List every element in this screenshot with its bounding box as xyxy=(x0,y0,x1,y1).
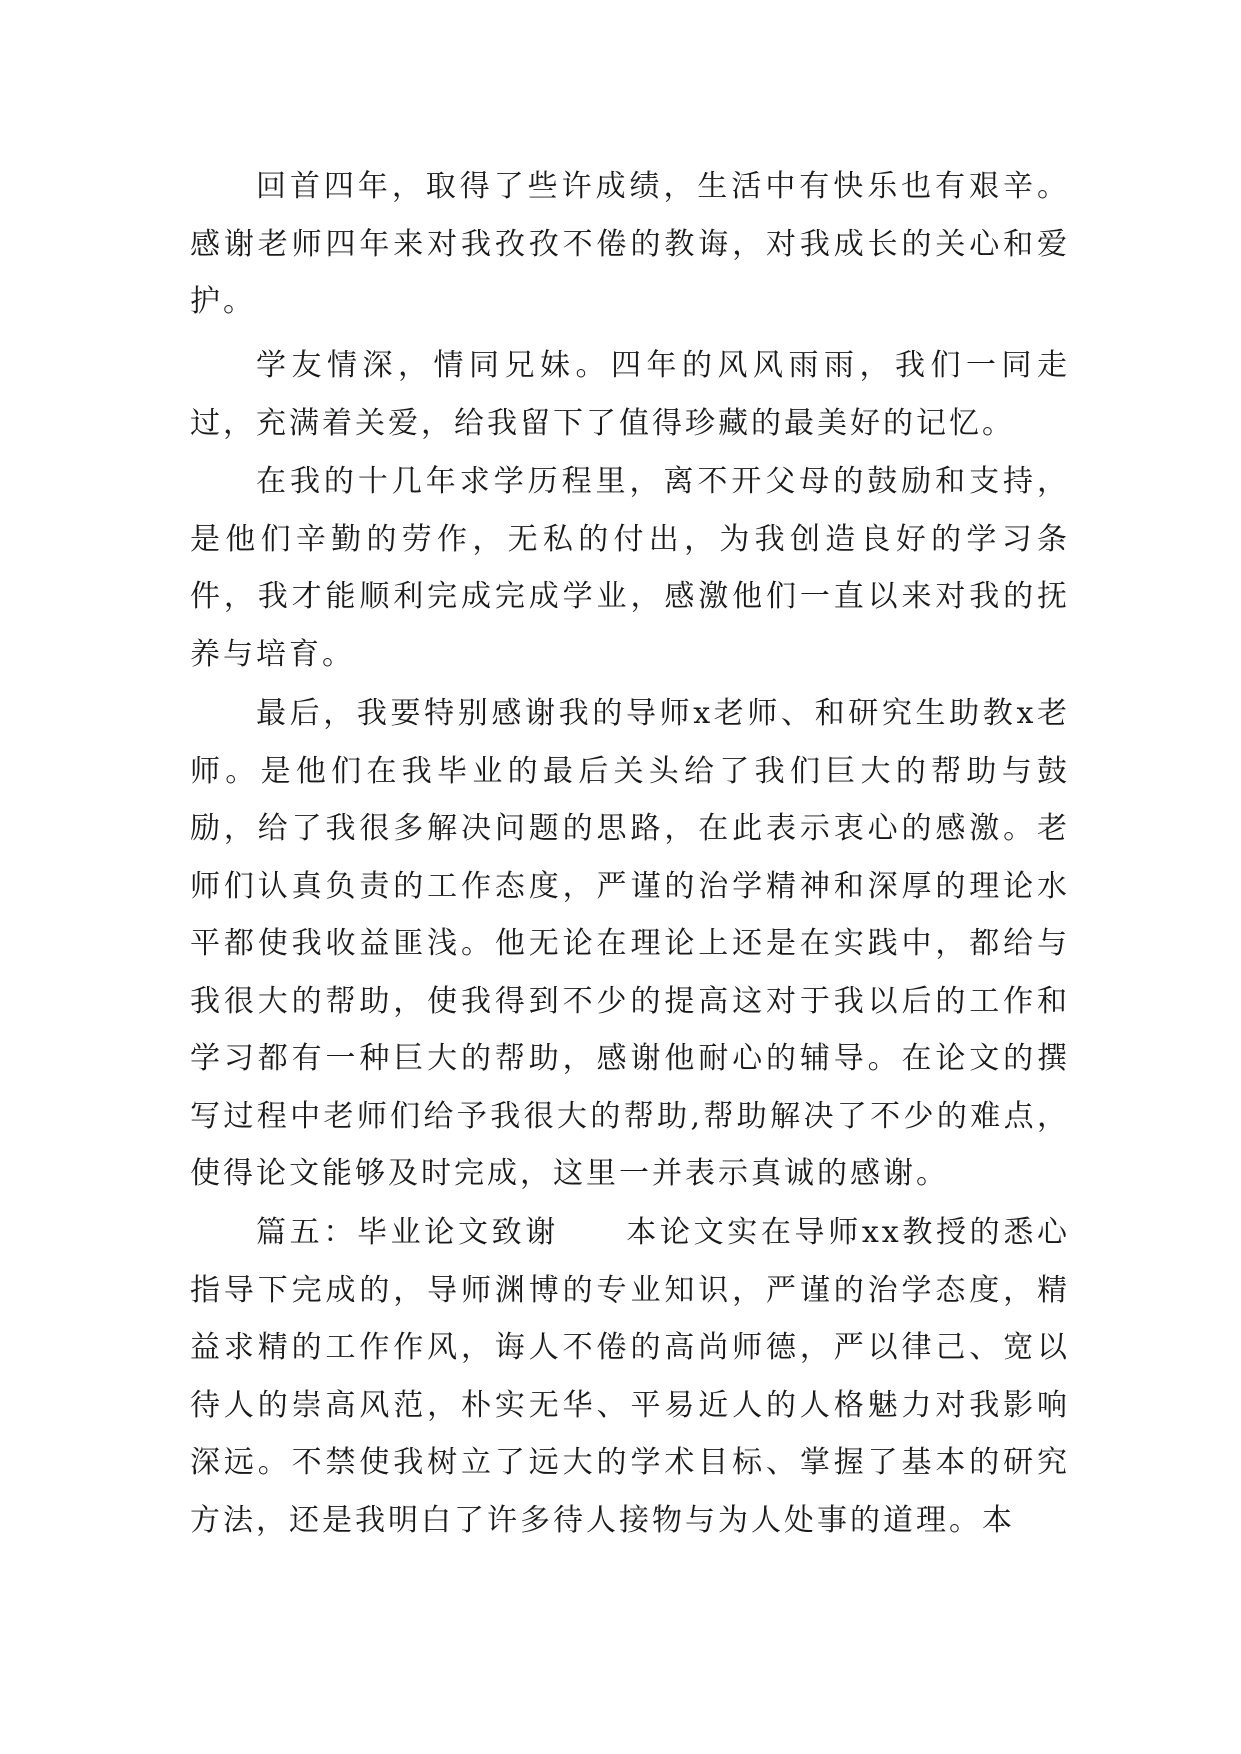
paragraph-classmates: 学友情深，情同兄妹。四年的风风雨雨，我们一同走过，充满着关爱，给我留下了值得珍藏的最美好的记忆。 xyxy=(190,348,1070,441)
paragraph-parents: 在我的十几年求学历程里，离不开父母的鼓励和支持，是他们辛勤的劳作，无私的付出，为我创造良好的学习条件，我才能顺利完成完成学业，感激他们一直以来对我的抚养与培育。 xyxy=(190,464,1070,672)
paragraph-part-five: 篇五：毕业论文致谢 本论文实在导师xx教授的悉心指导下完成的，导师渊博的专业知识，严谨的治学态度，精益求精的工作作风，诲人不倦的高尚师德，严以律己、宽以待人的崇高风范，朴实无华、平易近人的人格魅力对我影响深远。不禁使我树立了远大的学术目标、掌握了基本的研究方法，还是我明白了许多待人接物与为人处事的道理。本 xyxy=(190,1215,1070,1538)
paragraph-advisors: 最后，我要特别感谢我的导师x老师、和研究生助教x老师。是他们在我毕业的最后关头给了我们巨大的帮助与鼓励，给了我很多解决问题的思路，在此表示衷心的感激。老师们认真负责的工作态度，严谨的治学精神和深厚的理论水平都使我收益匪浅。他无论在理论上还是在实践中，都给与我很大的帮助，使我得到不少的提高这对于我以后的工作和学习都有一种巨大的帮助，感谢他耐心的辅导。在论文的撰写过程中老师们给予我很大的帮助,帮助解决了不少的难点，使得论文能够及时完成，这里一并表示真诚的感谢。 xyxy=(190,696,1070,1191)
paragraph-gratitude-teachers: 回首四年，取得了些许成绩，生活中有快乐也有艰辛。感谢老师四年来对我孜孜不倦的教诲，对我成长的关心和爱护。 xyxy=(190,169,1070,319)
